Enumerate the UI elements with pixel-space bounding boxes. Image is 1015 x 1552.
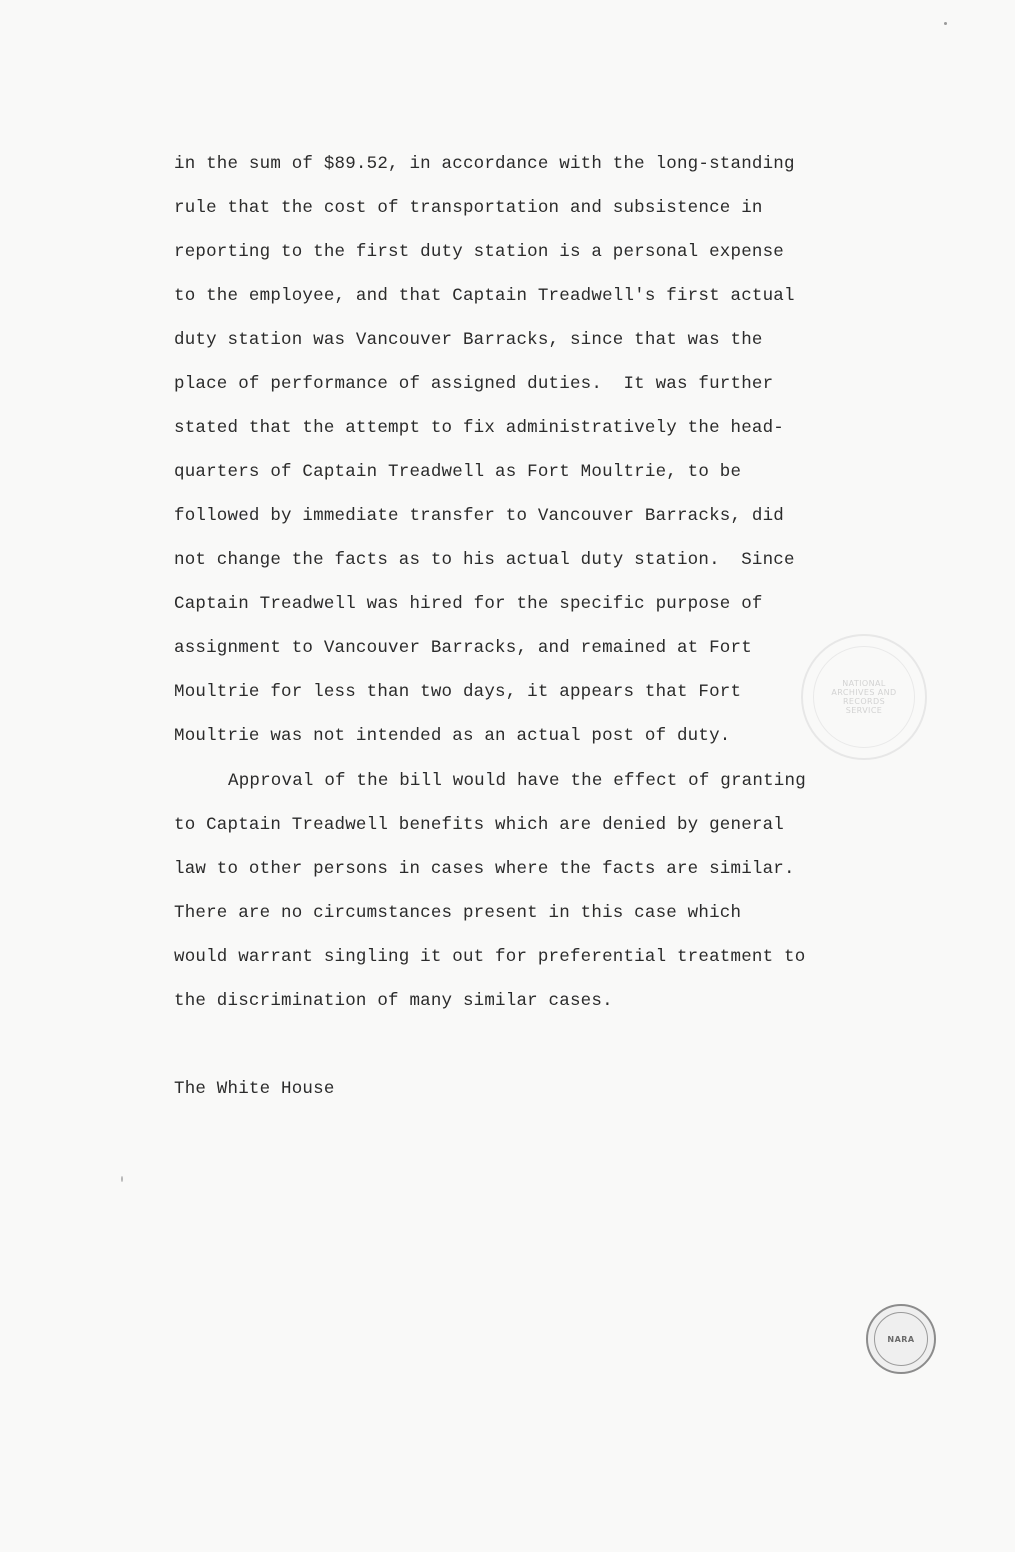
text-line: to Captain Treadwell benefits which are denied by general: [174, 815, 784, 835]
signoff-text: The White House: [174, 1079, 335, 1099]
text-line: Captain Treadwell was hired for the specific purpose of: [174, 594, 763, 614]
text-line: place of performance of assigned duties. It was further: [174, 374, 774, 394]
text-line: reporting to the first duty station is a personal expense: [174, 242, 784, 262]
stamp-text: NARA: [887, 1334, 915, 1344]
text-line: in the sum of $89.52, in accordance with the long-standing: [174, 154, 795, 174]
text-line: assignment to Vancouver Barracks, and remained at Fort: [174, 638, 752, 658]
text-line: followed by immediate transfer to Vancouver Barracks, did: [174, 506, 784, 526]
text-line: rule that the cost of transportation and subsistence in: [174, 198, 763, 218]
text-line: quarters of Captain Treadwell as Fort Moultrie, to be: [174, 462, 742, 482]
text-line: Approval of the bill would have the effect of granting: [228, 771, 806, 791]
text-line: Moultrie was not intended as an actual post of duty.: [174, 726, 731, 746]
nara-stamp: [866, 1304, 936, 1374]
archive-stamp-faint: [801, 634, 927, 760]
text-line: to the employee, and that Captain Treadwell's first actual: [174, 286, 795, 306]
stamp-ring: [813, 646, 915, 748]
text-line: law to other persons in cases where the facts are similar.: [174, 859, 795, 879]
text-line: the discrimination of many similar cases.: [174, 991, 613, 1011]
text-line: stated that the attempt to fix administratively the head-: [174, 418, 784, 438]
text-line: duty station was Vancouver Barracks, since that was the: [174, 330, 763, 350]
stamp-ring: [874, 1312, 928, 1366]
stamp-text: NATIONAL ARCHIVES AND RECORDS SERVICE: [831, 679, 897, 715]
text-line: Moultrie for less than two days, it appears that Fort: [174, 682, 742, 702]
text-line: not change the facts as to his actual duty station. Since: [174, 550, 795, 570]
scan-speck: [121, 1176, 123, 1182]
text-line: There are no circumstances present in this case which: [174, 903, 742, 923]
text-line: would warrant singling it out for preferential treatment to: [174, 947, 806, 967]
scan-speck: [944, 22, 947, 25]
